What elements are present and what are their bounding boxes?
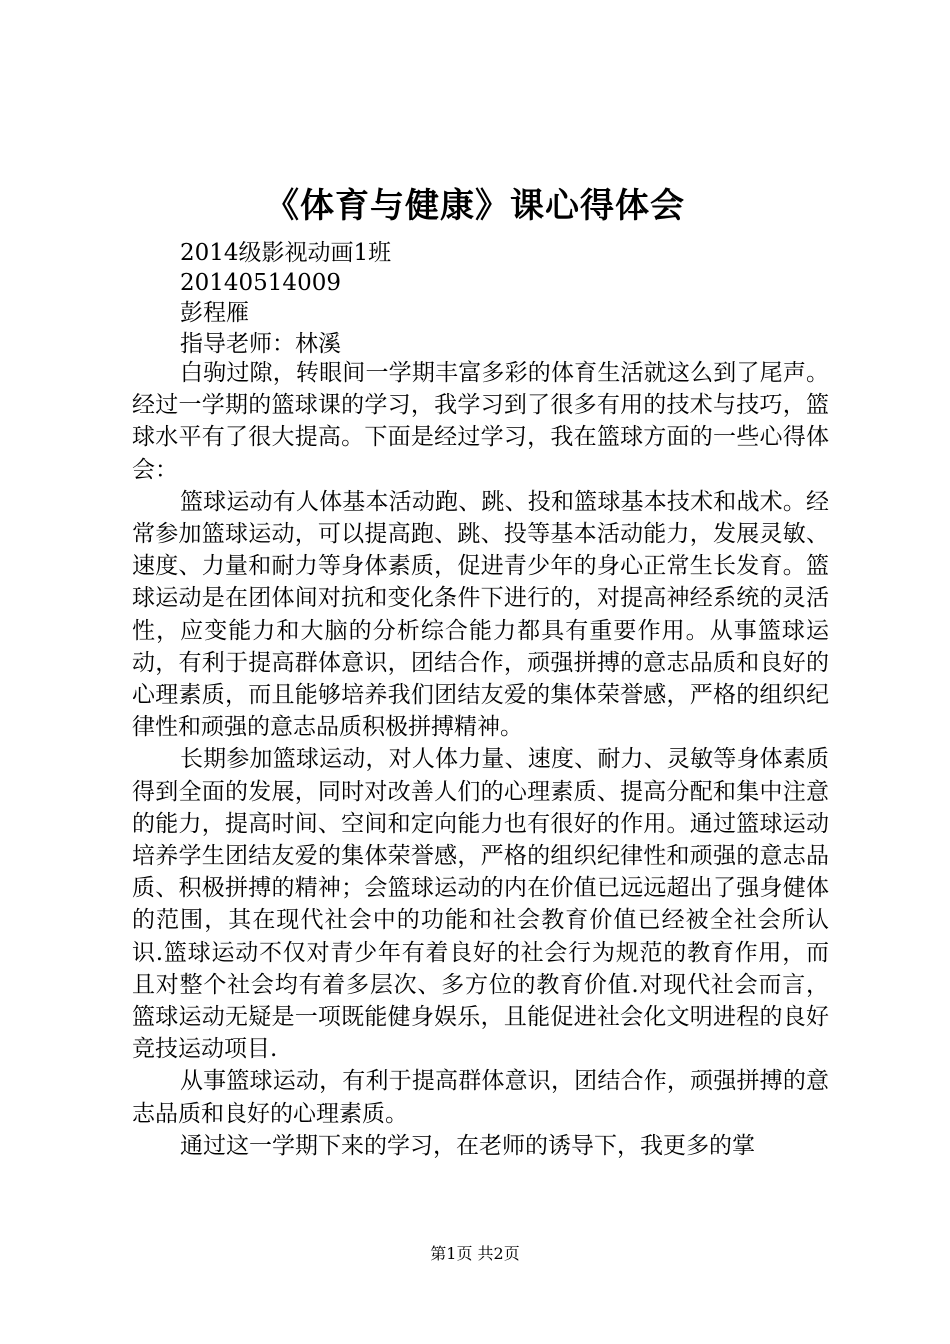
advisor-line: 指导老师：林溪 [180, 331, 341, 357]
document-body [132, 357, 829, 1162]
paragraph-long-term: 长期参加篮球运动，对人体力量、速度、耐力、灵敏等身体素质得到全面的发展，同时对改善人们的心理素质、提高分配和集中注意的能力，提高时间、空间和定向能力也有很好的作用。通过篮球运动培养学生团结友爱的集体荣誉感，严格的组织纪律性和顽强的意志品质、积极拼搏的精神；会篮球运动的内在价值已远远超出了强身健体的范围，其在现代社会中的功能和社会教育价值已经被全社会所认识.篮球运动不仅对青少年有着良好的社会行为规范的教育作用，而且对整个社会均有着多层次、多方位的教育价值.对现代社会而言，篮球运动无疑是一项既能健身娱乐，且能促进社会化文明进程的良好竞技运动项目. [132, 746, 829, 1063]
paragraph-benefits: 篮球运动有人体基本活动跑、跳、投和篮球基本技术和战术。经常参加篮球运动，可以提高跑、跳、投等基本活动能力，发展灵敏、速度、力量和耐力等身体素质，促进青少年的身心正常生长发育。篮球运动是在团体间对抗和变化条件下进行的，对提高神经系统的灵活性，应变能力和大脑的分析综合能力都具有重要作用。从事篮球运动，有利于提高群体意识，团结合作，顽强拼搏的意志品质和良好的心理素质，而且能够培养我们团结友爱的集体荣誉感，严格的组织纪律性和顽强的意志品质积极拼搏精神。 [132, 488, 829, 741]
class-line: 2014级影视动画1班 [180, 240, 392, 266]
author-name-line: 彭程雁 [180, 300, 249, 326]
document-title: 《体育与健康》课心得体会 [265, 186, 685, 226]
paragraph-teamwork: 从事篮球运动，有利于提高群体意识，团结合作，顽强拼搏的意志品质和良好的心理素质。 [132, 1068, 829, 1127]
paragraph-intro: 白驹过隙，转眼间一学期丰富多彩的体育生活就这么到了尾声。经过一学期的篮球课的学习，我学习到了很多有用的技术与技巧，篮球水平有了很大提高。下面是经过学习，我在篮球方面的一些心得体会： [132, 360, 829, 483]
paragraph-conclusion: 通过这一学期下来的学习，在老师的诱导下，我更多的掌 [180, 1132, 755, 1159]
page-footer: 第1页 共2页 [430, 1244, 520, 1263]
student-id-line: 20140514009 [180, 270, 341, 296]
